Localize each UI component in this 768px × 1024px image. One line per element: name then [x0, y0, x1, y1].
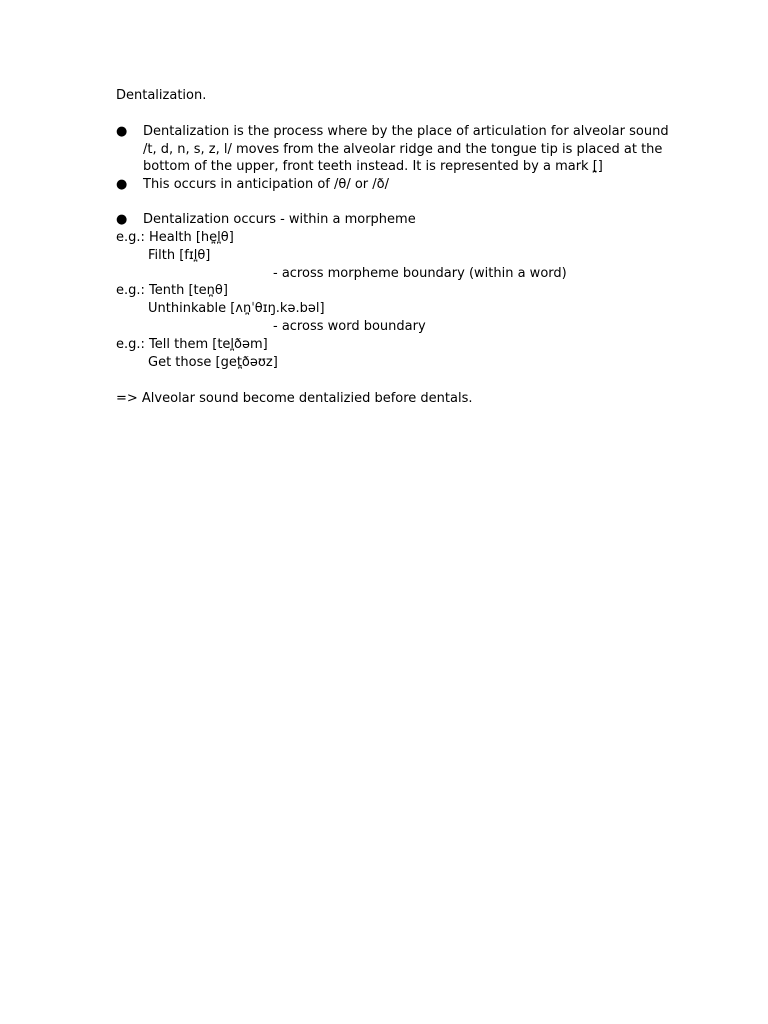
bullet-2-marker: ●: [116, 177, 128, 192]
across-word-heading: - across word boundary: [273, 319, 426, 334]
bullet-1-line-2: /t, d, n, s, z, l/ moves from the alveolar ridge and the tongue tip is placed at the: [143, 142, 663, 157]
example-1-line-2: Filth [fɪl̪θ]: [148, 248, 211, 263]
conclusion-text: => Alveolar sound become dentalizied before dentals.: [116, 391, 473, 406]
bullet-1-marker: ●: [116, 124, 128, 139]
bullet-1-line-3: bottom of the upper, front teeth instead. It is represented by a mark [̪]: [143, 159, 603, 174]
example-2-line-2: Unthinkable [ʌn̪ˈθɪŋ.kə.bəl]: [148, 301, 325, 316]
bullet-1-line-1: Dentalization is the process where by the place of articulation for alveolar sound: [143, 124, 669, 139]
example-3-line-2: Get those [get̪ðəʊz]: [148, 355, 278, 370]
bullet-3-text: Dentalization occurs - within a morpheme: [143, 212, 416, 227]
across-morpheme-heading: - across morpheme boundary (within a word): [273, 266, 567, 281]
bullet-2-text: This occurs in anticipation of /θ/ or /ð/: [143, 177, 389, 192]
bullet-3-marker: ●: [116, 212, 128, 227]
document-title: Dentalization.: [116, 88, 207, 103]
example-1-line-1: e.g.: Health [he̪l̪θ]: [116, 230, 234, 245]
example-3-line-1: e.g.: Tell them [tel̪ðəm]: [116, 337, 268, 352]
example-2-line-1: e.g.: Tenth [ten̪θ]: [116, 283, 228, 298]
